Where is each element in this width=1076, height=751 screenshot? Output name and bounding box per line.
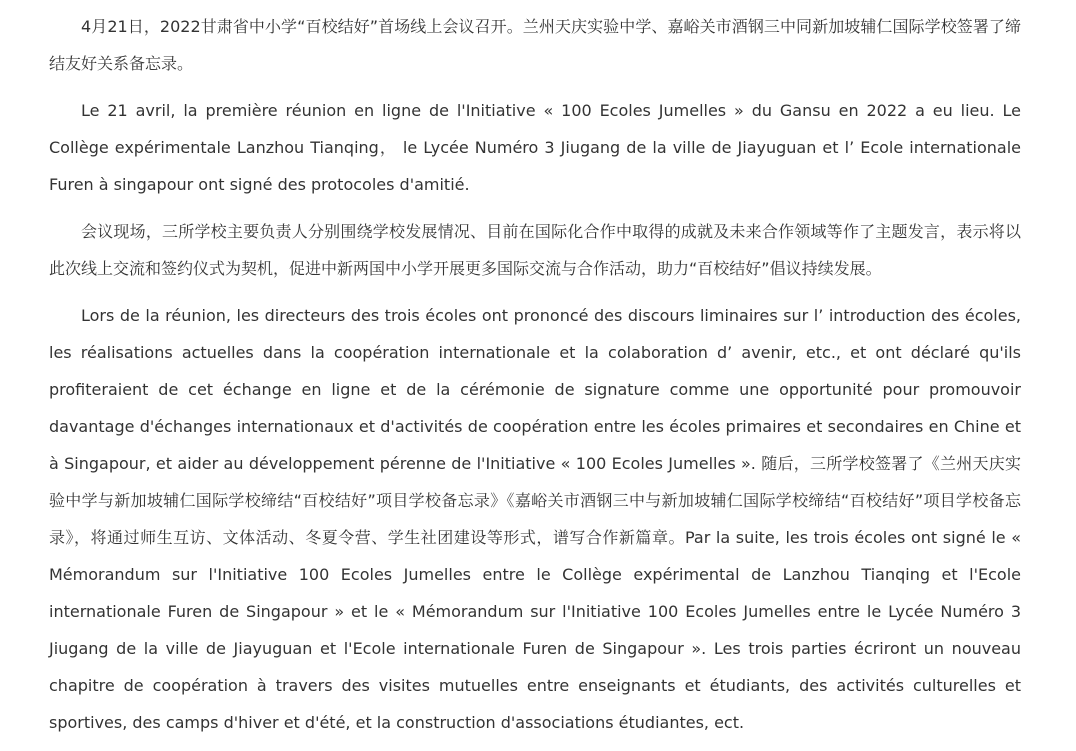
article-body bbox=[49, 8, 1021, 751]
paragraph-fr-meeting: Lors de la réunion, les directeurs des trois écoles ont prononcé des discours liminaires sur l’ introduction des écoles, les réalisations actuelles dans la coopération internationale et la colaboration d’ avenir, etc., et ont déclaré qu'ils profiteraient de cet échange en ligne et de la cérémonie de signature comme une opportunité pour promouvoir davantage d'échanges internationaux et d'activités de coopération entre les écoles primaires et secondaires en Chine et à Singapour, et aider au développement pérenne de l'Initiative « 100 Ecoles Jumelles ». 随后，三所学校签署了《兰州天庆实验中学与新加坡辅仁国际学校缔结“百校结好”项目学校备忘录》《嘉峪关市酒钢三中与新加坡辅仁国际学校缔结“百校结好”项目学校备忘录》，将通过师生互访、文体活动、冬夏令营、学生社团建设等形式，谱写合作新篇章。Par la suite, les trois écoles ont signé le « Mémorandum sur l'Initiative 100 Ecoles Jumelles entre le Collège expérimental de Lanzhou Tianqing et l'Ecole internationale Furen de Singapour » et le « Mémorandum sur l'Initiative 100 Ecoles Jumelles entre le Lycée Numéro 3 Jiugang de la ville de Jiayuguan et l'Ecole internationale Furen de Singapour ». Les trois parties écriront un nouveau chapitre de coopération à travers des visites mutuelles entre enseignants et étudiants, des activités culturelles et sportives, des camps d'hiver et d'été, et la construction d'associations étudiantes, ect. bbox=[49, 306, 1021, 732]
paragraph-zh-meeting: 会议现场，三所学校主要负责人分别围绕学校发展情况、目前在国际化合作中取得的成就及未来合作领域等作了主题发言，表示将以此次线上交流和签约仪式为契机，促进中新两国中小学开展更多国际交流与合作活动，助力“百校结好”倡议持续发展。 bbox=[49, 222, 1021, 278]
paragraph-zh-intro: 4月21日，2022甘肃省中小学“百校结好”首场线上会议召开。兰州天庆实验中学、嘉峪关市酒钢三中同新加坡辅仁国际学校签署了缔结友好关系备忘录。 bbox=[49, 17, 1021, 73]
paragraph-fr-intro: Le 21 avril, la première réunion en ligne de l'Initiative « 100 Ecoles Jumelles » du Gansu en 2022 a eu lieu. Le Collège expérimentale Lanzhou Tianqing， le Lycée Numéro 3 Jiugang de la ville de Jiayuguan et l’ Ecole internationale Furen à singapour ont signé des protocoles d'amitié. bbox=[49, 101, 1021, 194]
